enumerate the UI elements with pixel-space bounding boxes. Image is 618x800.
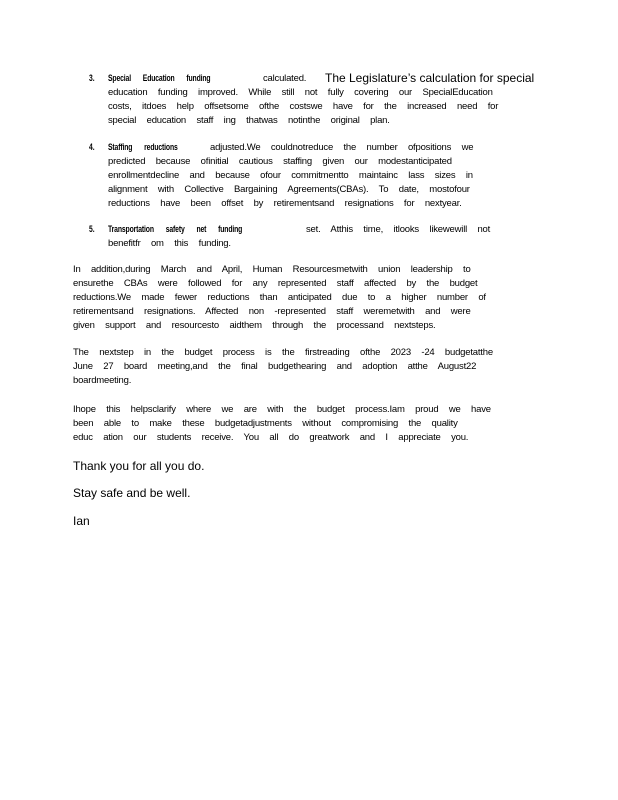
list-item-text: benefitfr om this funding.	[108, 238, 231, 249]
list-item-text: predicted because ofinitial cautious staffing given our modestanticipated	[108, 156, 452, 167]
paragraph-line: In addition,during March and April, Human Resourcesmetwith union leadership to	[73, 264, 471, 275]
list-item	[89, 142, 544, 212]
list-item-text: alignment with Collective Bargaining Agreements(CBAs). To date, mostofour	[108, 184, 470, 195]
paragraph-line: ensurethe CBAs were followed for any represented staff affected by the budget	[73, 278, 478, 289]
paragraph-line: The nextstep in the budget process is the firstreading ofthe 2023 -24 budgetatthe	[73, 347, 493, 358]
paragraph-line: reductions.We made fewer reductions than anticipated due to a higher number of	[73, 292, 486, 303]
paragraph-line: retirementsand resignations. Affected non -represented staff weremetwith and were	[73, 306, 471, 317]
paragraph-line: given support and resourcesto aidthem through the processand nextsteps.	[73, 320, 436, 331]
list-item-text: special education staff ing thatwas notinthe original plan.	[108, 115, 390, 126]
list-item-lead: Staffing reductions	[108, 142, 178, 153]
list-item	[89, 224, 544, 254]
list-item-first-line	[108, 224, 491, 236]
list-item-text: education funding improved. While still not fully covering our SpecialEducation	[108, 87, 493, 98]
list-item-text-large: The Legislature’s calculation for special	[325, 71, 535, 85]
list-number: 3.	[89, 73, 95, 83]
list-item-lead: Transportation safety net funding	[108, 224, 243, 235]
list-item	[89, 73, 544, 133]
list-item-lead: Special Education funding	[108, 73, 211, 84]
closing-line: Stay safe and be well.	[73, 486, 191, 500]
list-item-first-line	[108, 71, 535, 85]
list-item-text: calculated.	[263, 73, 307, 84]
list-number: 4.	[89, 142, 95, 152]
paragraph-line: boardmeeting.	[73, 375, 132, 386]
list-item-text: set. Atthis time, itlooks likewewill not	[306, 224, 491, 235]
list-item-text: enrollmentdecline and because ofour commitmentto maintainc lass sizes in	[108, 170, 473, 181]
paragraph-line: been able to make these budgetadjustments without compromising the quality	[73, 418, 458, 429]
list-number: 5.	[89, 224, 95, 234]
list-item-text: costs, itdoes help offsetsome ofthe costswe have for the increased need for	[108, 101, 499, 112]
list-item-first-line	[108, 142, 474, 154]
list-item-text: adjusted.We couldnotreduce the number ofpositions we	[210, 142, 474, 153]
list-item-text: reductions have been offset by retirementsand resignations for nextyear.	[108, 198, 462, 209]
paragraph-line: educ ation our students receive. You all do greatwork and I appreciate you.	[73, 432, 469, 443]
paragraph-line: Ihope this helpsclarify where we are with the budget process.Iam proud we have	[73, 404, 491, 415]
closing-line: Thank you for all you do.	[73, 459, 205, 473]
signature-name: Ian	[73, 514, 90, 528]
paragraph-line: June 27 board meeting,and the final budgethearing and adoption atthe August22	[73, 361, 477, 372]
